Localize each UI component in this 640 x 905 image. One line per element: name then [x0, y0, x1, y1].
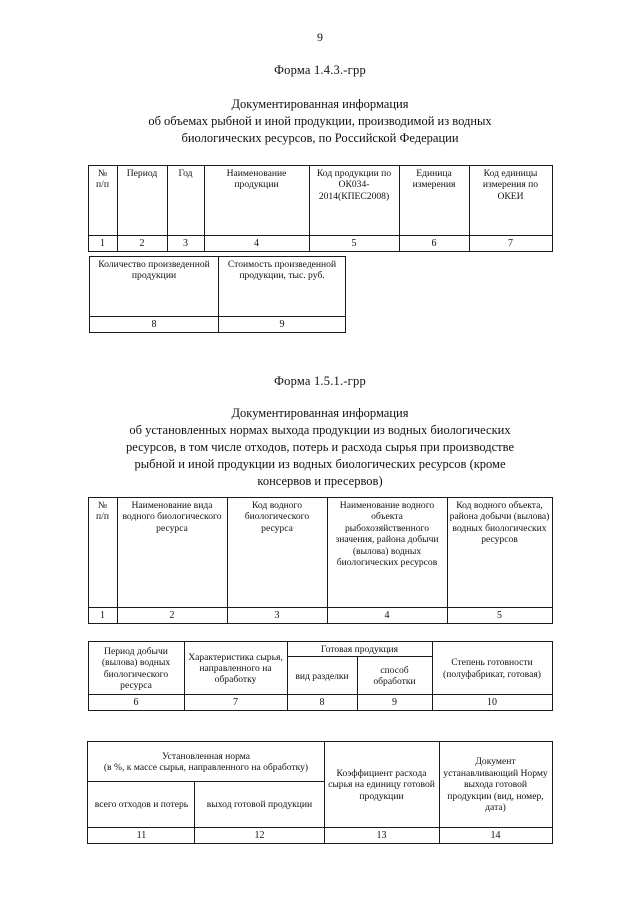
table-header-row-top — [88, 642, 552, 657]
title-line: Документированная информация — [231, 406, 409, 420]
table-header-row-top — [88, 742, 552, 782]
header-cell-raw-characteristic: Характеристика сырья, направленного на обработку — [184, 642, 287, 695]
col-number: 11 — [88, 828, 195, 844]
header-cell-raw-consumption-coefficient: Коэффициент расхода сырья на единицу готовой продукции — [324, 742, 439, 828]
table-1-5-1-part-c-wrap — [0, 741, 640, 844]
header-cell-no: № п/п — [88, 498, 117, 608]
form-1-4-3-label-row — [0, 63, 640, 78]
form-1-5-1-label: Форма 1.5.1.-грр — [274, 374, 366, 388]
col-number: 10 — [432, 695, 552, 711]
title-line: рыбной и иной продукции из водных биологических ресурсов (кроме — [134, 457, 506, 471]
header-cell-value: Стоимость произведенной продукции, тыс. руб. — [219, 257, 346, 317]
col-number: 7 — [184, 695, 287, 711]
table-1-5-1-part-b — [88, 641, 553, 711]
header-cell-unit-code: Код единицы измерения по ОКЕИ — [469, 166, 552, 236]
table-number-row — [88, 236, 552, 252]
table-1-5-1-part-a-wrap — [0, 497, 640, 624]
table-1-4-3-part-a — [88, 165, 553, 252]
page-number: 9 — [317, 30, 323, 44]
col-number: 12 — [195, 828, 324, 844]
title-line: биологических ресурсов, по Российской Федерации — [181, 131, 459, 145]
table-number-row — [88, 695, 552, 711]
col-number: 6 — [399, 236, 469, 252]
col-number: 1 — [88, 236, 117, 252]
header-cell-cut-type: вид разделки — [287, 657, 357, 695]
col-number: 9 — [219, 317, 346, 333]
header-cell-resource-code: Код водного биологического ресурса — [227, 498, 327, 608]
table-1-4-3-part-b — [89, 256, 346, 333]
header-cell-quantity: Количество произведенной продукции — [90, 257, 219, 317]
col-number: 2 — [117, 236, 167, 252]
col-number: 8 — [287, 695, 357, 711]
col-number: 4 — [327, 608, 447, 624]
title-line: консервов и пресервов) — [257, 474, 383, 488]
header-line: (в %, к массе сырья, направленного на обработку) — [103, 762, 309, 773]
col-number: 14 — [439, 828, 552, 844]
header-cell-finished-product-group: Готовая продукция — [287, 642, 432, 657]
header-cell-product-name: Наименование продукции — [204, 166, 309, 236]
header-cell-established-norm-group — [88, 742, 324, 782]
table-1-5-1-part-b-wrap — [0, 641, 640, 711]
table-header-row — [88, 498, 552, 608]
header-cell-year: Год — [167, 166, 204, 236]
col-number: 3 — [167, 236, 204, 252]
header-cell-product-code: Код продукции по ОК034-2014(КПЕС2008) — [309, 166, 399, 236]
table-number-row — [90, 317, 346, 333]
header-cell-establishing-document: Документ устанавливающий Норму выхода готовой продукции (вид, номер, дата) — [439, 742, 552, 828]
col-number: 1 — [88, 608, 117, 624]
header-cell-water-object-name: Наименование водного объекта рыбохозяйственного значения, района добычи (вылова) водных биологических ресурсов — [327, 498, 447, 608]
table-1-4-3-part-b-wrap — [0, 256, 640, 333]
header-cell-resource-name: Наименование вида водного биологического ресурса — [117, 498, 227, 608]
col-number: 5 — [309, 236, 399, 252]
table-1-5-1-part-c — [87, 741, 552, 844]
table-number-row — [88, 828, 552, 844]
header-cell-unit: Единица измерения — [399, 166, 469, 236]
table-header-row — [88, 166, 552, 236]
col-number: 5 — [447, 608, 552, 624]
header-cell-water-object-code: Код водного объекта, района добычи (вылова) водных биологических ресурсов — [447, 498, 552, 608]
col-number: 13 — [324, 828, 439, 844]
form-1-5-1-label-row — [0, 374, 640, 389]
title-line: об установленных нормах выхода продукции из водных биологических — [129, 423, 511, 437]
form-1-4-3-title — [0, 96, 640, 147]
form-1-5-1-title — [0, 405, 640, 490]
title-line: ресурсов, в том числе отходов, потерь и расхода сырья при производстве — [125, 440, 515, 454]
col-number: 7 — [469, 236, 552, 252]
col-number: 4 — [204, 236, 309, 252]
header-cell-catch-period: Период добычи (вылова) водных биологического ресурса — [88, 642, 184, 695]
title-line: об объемах рыбной и иной продукции, производимой из водных — [148, 114, 492, 128]
col-number: 6 — [88, 695, 184, 711]
table-1-5-1-part-a — [88, 497, 553, 624]
table-header-row — [90, 257, 346, 317]
form-1-4-3-label: Форма 1.4.3.-грр — [274, 63, 366, 77]
col-number: 3 — [227, 608, 327, 624]
col-number: 8 — [90, 317, 219, 333]
header-line: Установленная норма — [161, 750, 250, 762]
col-number: 9 — [357, 695, 432, 711]
header-cell-finished-product-output: выход готовой продукции — [195, 782, 324, 828]
title-line: Документированная информация — [231, 97, 409, 111]
table-1-4-3-part-a-wrap — [0, 165, 640, 252]
header-cell-processing-method: способ обработки — [357, 657, 432, 695]
header-cell-total-waste-losses: всего отходов и потерь — [88, 782, 195, 828]
header-cell-readiness-degree: Степень готовности (полуфабрикат, готовая) — [432, 642, 552, 695]
table-number-row — [88, 608, 552, 624]
header-cell-period: Период — [117, 166, 167, 236]
header-cell-no: № п/п — [88, 166, 117, 236]
col-number: 2 — [117, 608, 227, 624]
